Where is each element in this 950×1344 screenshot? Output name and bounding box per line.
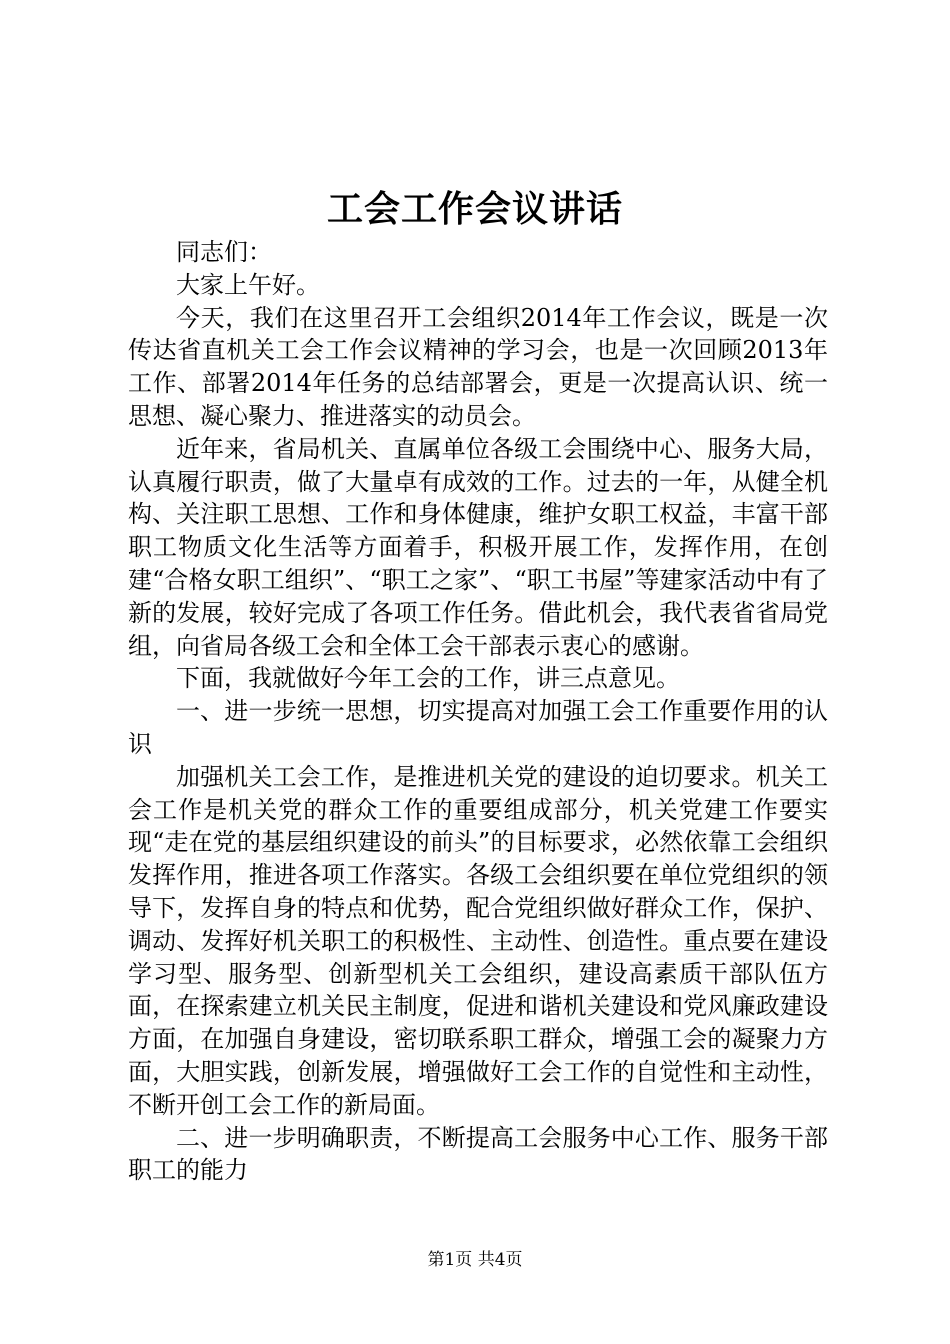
section-heading: 一、进一步统一思想，切实提高对加强工会工作重要作用的认识 (128, 697, 828, 758)
paragraph: 加强机关工会工作，是推进机关党的建设的迫切要求。机关工会工作是机关党的群众工作的重要组成部分，机关党建工作要实现“走在党的基层组织建设的前头”的目标要求，必然依靠工会组织发挥作用，推进各项工作落实。各级工会组织要在单位党组织的领导下，发挥自身的特点和优势，配合党组织做好群众工作，保护、调动、发挥好机关职工的积极性、主动性、创造性。重点要在建设学习型、服务型、创新型机关工会组织，建设高素质干部队伍方面，在探索建立机关民主制度，促进和谐机关建设和党风廉政建设方面，在加强自身建设，密切联系职工群众，增强工会的凝聚力方面，大胆实践，创新发展，增强做好工会工作的自觉性和主动性，不断开创工会工作的新局面。 (128, 762, 828, 1119)
paragraph-salutation: 同志们： (176, 238, 272, 266)
paragraph: 今天，我们在这里召开工会组织2014年工作会议，既是一次传达省直机关工会工作会议精神的学习会，也是一次回顾2013年工作、部署2014年任务的总结部署会，更是一次提高认识、统一思想、凝心聚力、推进落实的动员会。 (128, 303, 828, 430)
document-body (128, 236, 828, 1187)
document-title: 工会工作会议讲话 (326, 188, 623, 230)
section-heading: 二、进一步明确职责，不断提高工会服务中心工作、服务干部职工的能力 (128, 1123, 828, 1185)
paragraph-greeting: 大家上午好。 (176, 270, 320, 299)
paragraph: 下面，我就做好今年工会的工作，讲三点意见。 (176, 664, 680, 693)
page-number: 第1页 共4页 (427, 1250, 523, 1270)
paragraph: 近年来，省局机关、直属单位各级工会围绕中心、服务大局，认真履行职责，做了大量卓有成效的工作。过去的一年，从健全机构、关注职工思想、工作和身体健康，维护女职工权益，丰富干部职工物质文化生活等方面着手，积极开展工作，发挥作用，在创建“合格女职工组织”、“职工之家”、“职工书屋”等建家活动中有了新的发展，较好完成了各项工作任务。借此机会，我代表省省局党组，向省局各级工会和全体工会干部表示衷心的感谢。 (128, 434, 828, 660)
